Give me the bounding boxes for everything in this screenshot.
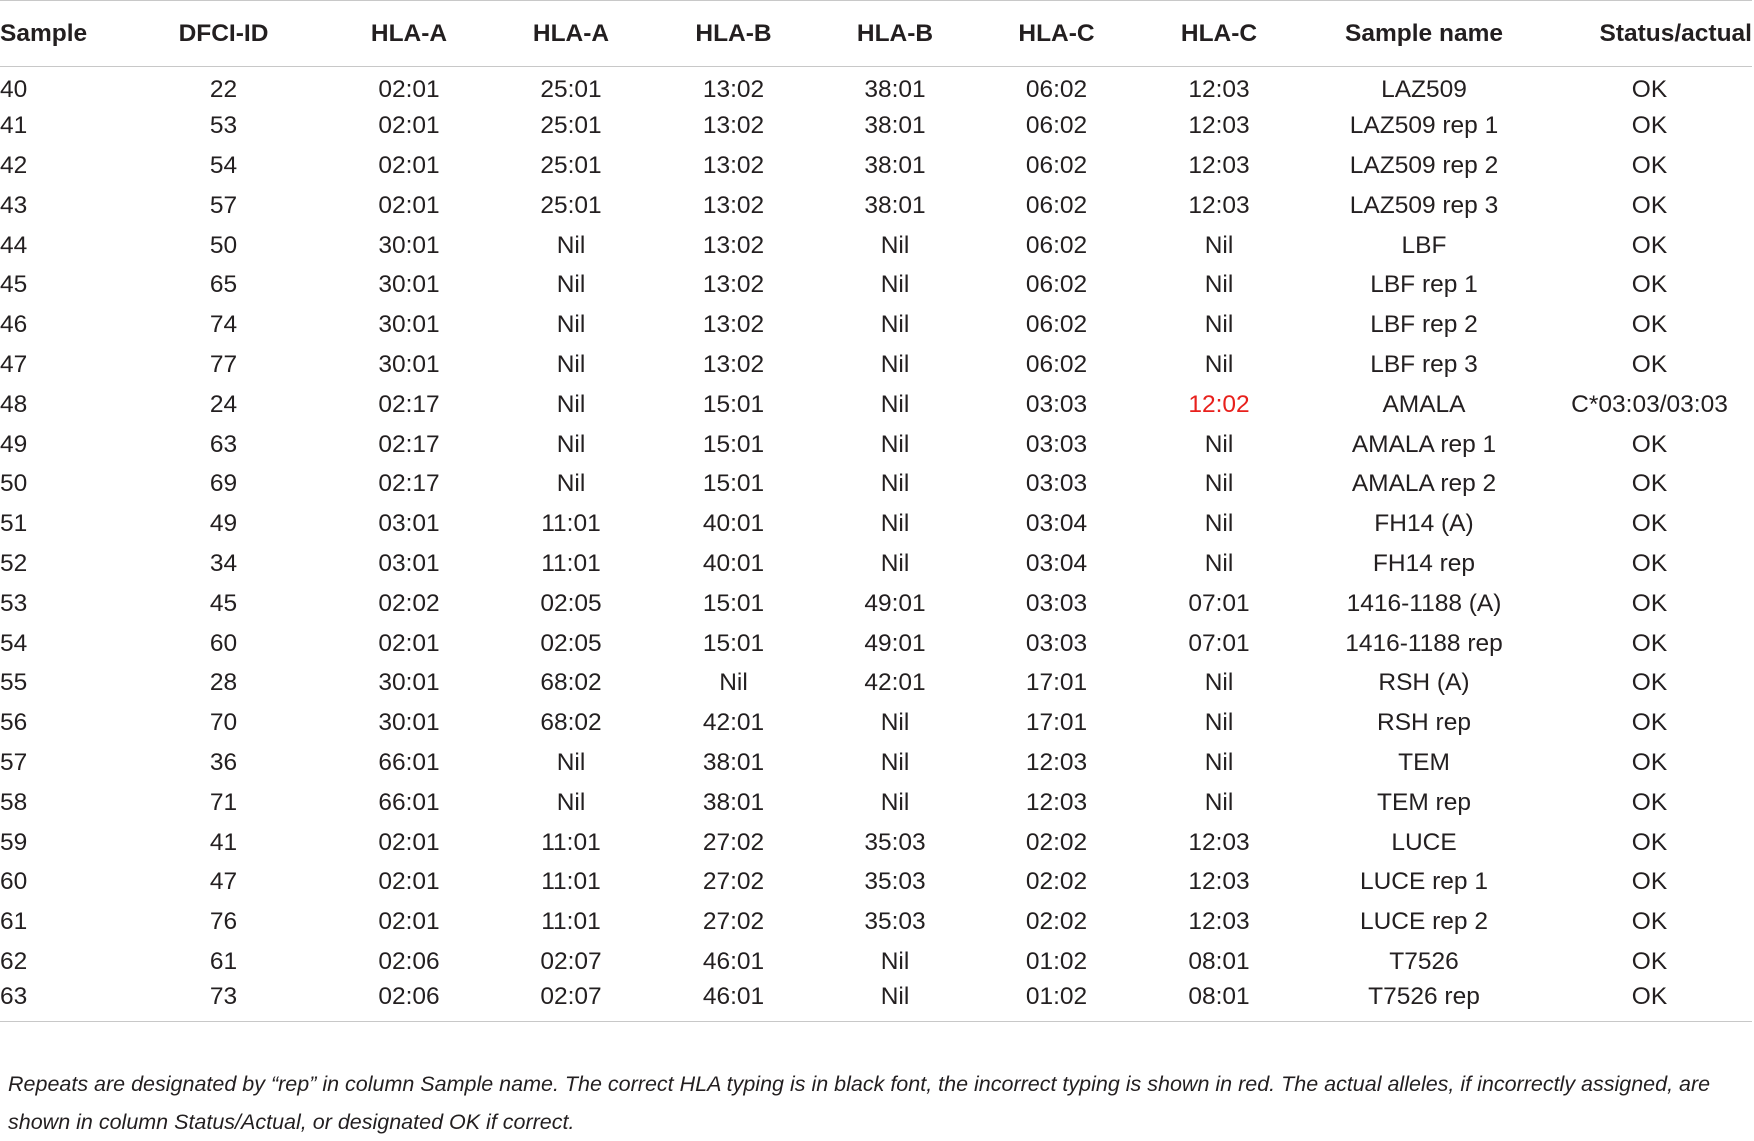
cell-hla-b-1: Nil bbox=[719, 669, 748, 697]
cell-hla-c-1: 03:03 bbox=[1025, 589, 1088, 617]
cell-hla-c-1: 06:02 bbox=[1025, 191, 1088, 219]
table-row bbox=[0, 226, 1752, 266]
table-body bbox=[0, 67, 1752, 1022]
cell-status-actual: OK bbox=[1547, 982, 1752, 1022]
cell-hla-a-2: 02:07 bbox=[489, 982, 653, 1022]
cell-dfci-id: 34 bbox=[209, 549, 238, 577]
cell-dfci-id: 60 bbox=[209, 629, 238, 657]
cell-hla-b-1: 42:01 bbox=[702, 709, 765, 737]
cell-sample: 49 bbox=[0, 430, 28, 458]
cell-hla-b-1: 46:01 bbox=[702, 947, 765, 975]
cell-sample: 56 bbox=[0, 709, 28, 737]
cell-hla-c-2: Nil bbox=[1204, 470, 1234, 498]
cell-sample: 47 bbox=[0, 350, 28, 378]
cell-hla-b-2: Nil bbox=[880, 311, 910, 339]
cell-sample-name: LUCE bbox=[1391, 828, 1457, 856]
cell-hla-a-1: 30:01 bbox=[378, 231, 440, 259]
cell-dfci-id: 69 bbox=[209, 470, 238, 498]
cell-status-actual: OK bbox=[1631, 430, 1668, 458]
table-header-row bbox=[0, 1, 1752, 67]
column-header-hla-b-2: HLA-B bbox=[814, 1, 976, 67]
table-row bbox=[0, 942, 1752, 982]
cell-hla-b-1: 38:01 bbox=[702, 788, 765, 816]
cell-hla-b-2: Nil bbox=[880, 231, 910, 259]
cell-hla-b-1: 13:02 bbox=[702, 191, 765, 219]
cell-hla-b-2: Nil bbox=[814, 982, 976, 1022]
cell-sample-name: FH14 (A) bbox=[1374, 510, 1474, 538]
cell-hla-a-1: 02:01 bbox=[378, 75, 440, 103]
cell-status-actual: OK bbox=[1631, 788, 1668, 816]
cell-hla-c-2: 12:03 bbox=[1188, 868, 1250, 896]
cell-hla-b-1: 27:02 bbox=[702, 908, 765, 936]
cell-hla-b-2: Nil bbox=[880, 510, 910, 538]
cell-sample-name: 1416-1188 rep bbox=[1345, 629, 1503, 657]
cell-hla-a-1: 30:01 bbox=[378, 350, 440, 378]
cell-hla-b-1: 15:01 bbox=[702, 430, 765, 458]
cell-hla-c-2: Nil bbox=[1204, 231, 1234, 259]
cell-hla-c-1: 17:01 bbox=[1025, 669, 1088, 697]
column-header-dfci-id: DFCI-ID bbox=[118, 1, 329, 67]
cell-hla-c-1: 06:02 bbox=[1025, 311, 1088, 339]
cell-dfci-id: 24 bbox=[209, 390, 238, 418]
cell-sample: 48 bbox=[0, 390, 28, 418]
cell-hla-a-1: 30:01 bbox=[378, 709, 440, 737]
cell-hla-c-1: 17:01 bbox=[1025, 709, 1088, 737]
cell-hla-b-1: 40:01 bbox=[702, 549, 765, 577]
cell-hla-b-2: Nil bbox=[880, 947, 910, 975]
cell-hla-c-2: Nil bbox=[1204, 788, 1234, 816]
cell-hla-a-1: 02:17 bbox=[378, 430, 440, 458]
cell-hla-a-1: 02:02 bbox=[378, 589, 440, 617]
cell-dfci-id: 76 bbox=[209, 908, 238, 936]
cell-hla-c-2: Nil bbox=[1204, 430, 1234, 458]
cell-hla-a-2: Nil bbox=[556, 390, 586, 418]
cell-hla-b-2: Nil bbox=[880, 271, 910, 299]
cell-hla-c-2: Nil bbox=[1204, 669, 1234, 697]
cell-hla-c-2: 12:02 bbox=[1188, 390, 1250, 418]
cell-sample: 41 bbox=[0, 112, 28, 140]
cell-hla-c-2: 12:03 bbox=[1188, 112, 1250, 140]
cell-dfci-id: 70 bbox=[209, 709, 238, 737]
cell-hla-c-2: 12:03 bbox=[1188, 828, 1250, 856]
cell-hla-b-2: Nil bbox=[880, 430, 910, 458]
cell-hla-c-1: 03:04 bbox=[1025, 549, 1088, 577]
cell-hla-a-2: 68:02 bbox=[540, 669, 602, 697]
table-row bbox=[0, 345, 1752, 385]
cell-hla-a-2: 11:01 bbox=[541, 549, 601, 577]
cell-sample-name: T7526 rep bbox=[1301, 982, 1547, 1022]
cell-hla-b-2: 38:01 bbox=[864, 191, 926, 219]
table-row bbox=[0, 305, 1752, 345]
cell-hla-c-2: 12:03 bbox=[1188, 908, 1250, 936]
cell-hla-b-1: 13:02 bbox=[702, 75, 765, 103]
cell-hla-c-1: 02:02 bbox=[1025, 908, 1088, 936]
cell-hla-a-2: 02:05 bbox=[540, 589, 602, 617]
cell-status-actual: OK bbox=[1631, 947, 1668, 975]
cell-hla-b-2: 35:03 bbox=[864, 868, 926, 896]
cell-dfci-id: 74 bbox=[209, 311, 238, 339]
cell-status-actual: OK bbox=[1631, 191, 1668, 219]
cell-sample: 52 bbox=[0, 549, 28, 577]
table-row bbox=[0, 67, 1752, 107]
cell-hla-a-2: Nil bbox=[556, 271, 586, 299]
cell-hla-c-1: 12:03 bbox=[1025, 788, 1088, 816]
cell-status-actual: OK bbox=[1631, 231, 1668, 259]
cell-dfci-id: 57 bbox=[209, 191, 238, 219]
table-footnote: Repeats are designated by “rep” in column Sample name. The correct HLA typing is in black font, the incorrect typing is shown in red. The actual alleles, if incorrectly assigned, are shown in column Status/Actual, or designated OK if correct. bbox=[8, 1072, 1711, 1134]
cell-hla-c-2: 07:01 bbox=[1188, 629, 1250, 657]
cell-hla-b-2: 38:01 bbox=[864, 75, 926, 103]
cell-hla-a-2: 11:01 bbox=[541, 908, 601, 936]
cell-hla-c-2: 12:03 bbox=[1188, 191, 1250, 219]
table-row bbox=[0, 146, 1752, 186]
cell-hla-a-1: 02:01 bbox=[378, 191, 440, 219]
cell-status-actual: OK bbox=[1631, 908, 1668, 936]
cell-hla-a-2: 25:01 bbox=[540, 75, 602, 103]
cell-hla-b-2: 42:01 bbox=[864, 669, 926, 697]
cell-hla-c-1: 03:03 bbox=[1025, 390, 1088, 418]
cell-dfci-id: 47 bbox=[209, 868, 238, 896]
cell-status-actual: OK bbox=[1631, 510, 1668, 538]
cell-sample-name: LBF rep 2 bbox=[1370, 311, 1478, 339]
cell-hla-b-2: Nil bbox=[880, 549, 910, 577]
column-header-sample-name: Sample name bbox=[1301, 1, 1547, 67]
cell-hla-a-1: 02:17 bbox=[378, 390, 440, 418]
cell-sample-name: TEM rep bbox=[1377, 788, 1471, 816]
cell-sample: 44 bbox=[0, 231, 28, 259]
table-row bbox=[0, 663, 1752, 703]
cell-sample-name: TEM bbox=[1398, 748, 1450, 776]
cell-hla-c-2: Nil bbox=[1204, 510, 1234, 538]
cell-hla-b-2: Nil bbox=[880, 748, 910, 776]
cell-status-actual: OK bbox=[1631, 589, 1668, 617]
cell-sample: 55 bbox=[0, 669, 28, 697]
cell-hla-a-1: 02:01 bbox=[378, 151, 440, 179]
cell-dfci-id: 63 bbox=[209, 430, 238, 458]
table-row bbox=[0, 743, 1752, 783]
cell-dfci-id: 45 bbox=[209, 589, 238, 617]
cell-status-actual: OK bbox=[1631, 470, 1668, 498]
cell-hla-a-1: 30:01 bbox=[378, 271, 440, 299]
cell-dfci-id: 73 bbox=[118, 982, 329, 1022]
cell-hla-b-1: 15:01 bbox=[702, 470, 765, 498]
cell-sample-name: LBF rep 1 bbox=[1370, 271, 1478, 299]
cell-dfci-id: 71 bbox=[209, 788, 238, 816]
cell-sample-name: 1416-1188 (A) bbox=[1346, 589, 1502, 617]
cell-hla-c-1: 03:04 bbox=[1025, 510, 1088, 538]
table-row bbox=[0, 624, 1752, 664]
cell-hla-b-2: 49:01 bbox=[864, 629, 926, 657]
cell-hla-c-1: 02:02 bbox=[1025, 828, 1088, 856]
cell-hla-a-2: 02:07 bbox=[540, 947, 602, 975]
cell-hla-b-1: 13:02 bbox=[702, 271, 765, 299]
cell-hla-a-2: 25:01 bbox=[540, 191, 602, 219]
cell-hla-a-1: 02:17 bbox=[378, 470, 440, 498]
cell-dfci-id: 53 bbox=[209, 112, 238, 140]
table-row bbox=[0, 186, 1752, 226]
cell-sample: 59 bbox=[0, 828, 28, 856]
table-row bbox=[0, 902, 1752, 942]
cell-hla-c-2: 08:01 bbox=[1137, 982, 1301, 1022]
cell-status-actual: OK bbox=[1631, 629, 1668, 657]
column-header-hla-c-2: HLA-C bbox=[1137, 1, 1301, 67]
cell-hla-b-1: 13:02 bbox=[702, 350, 765, 378]
cell-sample: 58 bbox=[0, 788, 28, 816]
cell-sample-name: RSH (A) bbox=[1378, 669, 1470, 697]
cell-hla-b-1: 13:02 bbox=[702, 231, 765, 259]
cell-hla-c-2: Nil bbox=[1204, 549, 1234, 577]
cell-hla-b-1: 13:02 bbox=[702, 112, 765, 140]
cell-hla-c-1: 06:02 bbox=[1025, 112, 1088, 140]
cell-sample: 51 bbox=[0, 510, 28, 538]
cell-hla-b-2: Nil bbox=[880, 788, 910, 816]
cell-hla-a-1: 02:01 bbox=[378, 828, 440, 856]
cell-hla-a-2: Nil bbox=[556, 311, 586, 339]
cell-hla-b-1: 13:02 bbox=[702, 151, 765, 179]
cell-dfci-id: 36 bbox=[209, 748, 238, 776]
cell-hla-a-1: 03:01 bbox=[378, 549, 440, 577]
column-header-hla-c-1: HLA-C bbox=[976, 1, 1137, 67]
cell-status-actual: OK bbox=[1631, 112, 1668, 140]
table-row bbox=[0, 783, 1752, 823]
table-row bbox=[0, 982, 1752, 1022]
cell-hla-a-1: 02:06 bbox=[329, 982, 489, 1022]
cell-hla-a-2: 68:02 bbox=[540, 709, 602, 737]
cell-hla-b-1: 15:01 bbox=[702, 629, 765, 657]
cell-hla-c-2: Nil bbox=[1204, 271, 1234, 299]
cell-hla-a-2: 11:01 bbox=[541, 868, 601, 896]
table-row bbox=[0, 265, 1752, 305]
cell-hla-b-2: 38:01 bbox=[864, 112, 926, 140]
cell-hla-b-1: 15:01 bbox=[702, 390, 765, 418]
cell-hla-c-1: 06:02 bbox=[1025, 75, 1088, 103]
cell-hla-c-2: Nil bbox=[1204, 748, 1234, 776]
column-header-status-actual: Status/actual bbox=[1547, 1, 1752, 67]
cell-hla-b-2: 35:03 bbox=[864, 828, 926, 856]
cell-sample-name: FH14 rep bbox=[1372, 549, 1476, 577]
cell-sample-name: LUCE rep 2 bbox=[1359, 908, 1488, 936]
table-row bbox=[0, 544, 1752, 584]
cell-status-actual: OK bbox=[1631, 311, 1668, 339]
cell-sample: 42 bbox=[0, 151, 28, 179]
table-row bbox=[0, 823, 1752, 863]
cell-hla-a-2: Nil bbox=[556, 748, 586, 776]
cell-hla-c-1: 06:02 bbox=[1025, 151, 1088, 179]
cell-sample: 53 bbox=[0, 589, 28, 617]
cell-dfci-id: 49 bbox=[209, 510, 238, 538]
cell-sample-name: AMALA rep 2 bbox=[1351, 470, 1497, 498]
cell-hla-b-1: 27:02 bbox=[702, 868, 765, 896]
cell-sample-name: AMALA bbox=[1382, 390, 1466, 418]
cell-sample: 40 bbox=[0, 75, 28, 103]
cell-hla-a-2: 25:01 bbox=[540, 151, 602, 179]
cell-sample-name: LAZ509 rep 3 bbox=[1349, 191, 1499, 219]
cell-sample: 54 bbox=[0, 629, 28, 657]
cell-hla-a-2: Nil bbox=[556, 470, 586, 498]
cell-dfci-id: 61 bbox=[209, 947, 238, 975]
cell-hla-c-2: 12:03 bbox=[1188, 75, 1250, 103]
cell-hla-c-1: 06:02 bbox=[1025, 231, 1088, 259]
column-header-hla-a-2: HLA-A bbox=[489, 1, 653, 67]
cell-sample-name: T7526 bbox=[1389, 947, 1459, 975]
cell-hla-c-1: 12:03 bbox=[1025, 748, 1088, 776]
cell-hla-b-2: 49:01 bbox=[864, 589, 926, 617]
cell-hla-c-2: 07:01 bbox=[1188, 589, 1250, 617]
cell-sample-name: LBF bbox=[1401, 231, 1447, 259]
cell-hla-b-2: Nil bbox=[880, 350, 910, 378]
cell-hla-a-1: 02:01 bbox=[378, 908, 440, 936]
cell-hla-a-1: 02:06 bbox=[378, 947, 440, 975]
table-row bbox=[0, 464, 1752, 504]
cell-hla-b-1: 46:01 bbox=[653, 982, 814, 1022]
cell-hla-b-2: Nil bbox=[880, 390, 910, 418]
cell-hla-c-1: 03:03 bbox=[1025, 629, 1088, 657]
cell-sample: 45 bbox=[0, 271, 28, 299]
cell-hla-b-1: 38:01 bbox=[702, 748, 765, 776]
cell-sample: 46 bbox=[0, 311, 28, 339]
cell-hla-c-1: 01:02 bbox=[976, 982, 1137, 1022]
cell-sample: 62 bbox=[0, 947, 28, 975]
cell-hla-b-2: Nil bbox=[880, 470, 910, 498]
cell-hla-a-2: Nil bbox=[556, 350, 586, 378]
cell-dfci-id: 65 bbox=[209, 271, 238, 299]
cell-dfci-id: 41 bbox=[209, 828, 238, 856]
cell-dfci-id: 54 bbox=[209, 151, 238, 179]
cell-hla-a-2: Nil bbox=[556, 231, 586, 259]
cell-hla-b-1: 40:01 bbox=[702, 510, 765, 538]
table-row bbox=[0, 862, 1752, 902]
table-row bbox=[0, 504, 1752, 544]
cell-hla-a-1: 30:01 bbox=[378, 669, 440, 697]
cell-hla-b-1: 27:02 bbox=[702, 828, 765, 856]
table-row bbox=[0, 425, 1752, 465]
cell-sample-name: LAZ509 bbox=[1381, 75, 1467, 103]
cell-hla-a-2: 11:01 bbox=[541, 510, 601, 538]
cell-hla-a-2: 25:01 bbox=[540, 112, 602, 140]
cell-hla-a-1: 66:01 bbox=[378, 748, 440, 776]
cell-sample: 50 bbox=[0, 470, 28, 498]
cell-status-actual: OK bbox=[1631, 828, 1668, 856]
cell-dfci-id: 22 bbox=[209, 75, 238, 103]
cell-hla-c-2: Nil bbox=[1204, 709, 1234, 737]
cell-hla-c-1: 01:02 bbox=[1025, 947, 1088, 975]
cell-hla-c-1: 06:02 bbox=[1025, 350, 1088, 378]
cell-status-actual: OK bbox=[1631, 271, 1668, 299]
cell-hla-c-1: 02:02 bbox=[1025, 868, 1088, 896]
table-row bbox=[0, 584, 1752, 624]
cell-hla-a-1: 02:01 bbox=[378, 868, 440, 896]
cell-hla-c-2: 08:01 bbox=[1188, 947, 1250, 975]
cell-dfci-id: 28 bbox=[209, 669, 238, 697]
cell-hla-a-2: Nil bbox=[556, 430, 586, 458]
cell-sample-name: LBF rep 3 bbox=[1370, 350, 1478, 378]
cell-hla-b-1: 13:02 bbox=[702, 311, 765, 339]
cell-status-actual: OK bbox=[1631, 669, 1668, 697]
cell-status-actual: OK bbox=[1631, 709, 1668, 737]
cell-status-actual: OK bbox=[1631, 350, 1668, 378]
cell-sample: 60 bbox=[0, 868, 28, 896]
cell-hla-b-2: 38:01 bbox=[864, 151, 926, 179]
cell-hla-a-2: 02:05 bbox=[540, 629, 602, 657]
cell-sample: 43 bbox=[0, 191, 28, 219]
cell-status-actual: OK bbox=[1631, 868, 1668, 896]
cell-hla-a-1: 03:01 bbox=[378, 510, 440, 538]
cell-hla-b-1: 15:01 bbox=[702, 589, 765, 617]
cell-hla-a-1: 02:01 bbox=[378, 112, 440, 140]
cell-sample-name: LAZ509 rep 1 bbox=[1349, 112, 1499, 140]
cell-status-actual: OK bbox=[1631, 549, 1668, 577]
cell-hla-a-1: 02:01 bbox=[378, 629, 440, 657]
cell-sample-name: LAZ509 rep 2 bbox=[1349, 151, 1499, 179]
cell-dfci-id: 77 bbox=[209, 350, 238, 378]
cell-sample-name: RSH rep bbox=[1377, 709, 1471, 737]
cell-hla-c-2: Nil bbox=[1204, 350, 1234, 378]
cell-sample-name: AMALA rep 1 bbox=[1351, 430, 1497, 458]
cell-status-actual: OK bbox=[1631, 75, 1668, 103]
cell-status-actual: C*03:03/03:03 bbox=[1571, 390, 1728, 418]
table-row bbox=[0, 106, 1752, 146]
cell-hla-a-2: Nil bbox=[556, 788, 586, 816]
cell-hla-b-2: Nil bbox=[880, 709, 910, 737]
cell-sample: 57 bbox=[0, 748, 28, 776]
cell-hla-b-2: 35:03 bbox=[864, 908, 926, 936]
column-header-hla-a-1: HLA-A bbox=[329, 1, 489, 67]
cell-sample: 63 bbox=[0, 982, 118, 1022]
cell-hla-c-2: 12:03 bbox=[1188, 151, 1250, 179]
cell-status-actual: OK bbox=[1631, 151, 1668, 179]
cell-sample-name: LUCE rep 1 bbox=[1359, 868, 1488, 896]
cell-hla-c-1: 03:03 bbox=[1025, 470, 1088, 498]
cell-hla-a-1: 66:01 bbox=[378, 788, 440, 816]
cell-hla-a-2: 11:01 bbox=[541, 828, 601, 856]
cell-hla-c-1: 03:03 bbox=[1025, 430, 1088, 458]
cell-hla-c-2: Nil bbox=[1204, 311, 1234, 339]
table-row bbox=[0, 385, 1752, 425]
cell-status-actual: OK bbox=[1631, 748, 1668, 776]
cell-hla-c-1: 06:02 bbox=[1025, 271, 1088, 299]
cell-sample: 61 bbox=[0, 908, 28, 936]
column-header-sample: Sample bbox=[0, 1, 118, 67]
cell-dfci-id: 50 bbox=[209, 231, 238, 259]
column-header-hla-b-1: HLA-B bbox=[653, 1, 814, 67]
cell-hla-a-1: 30:01 bbox=[378, 311, 440, 339]
table-row bbox=[0, 703, 1752, 743]
